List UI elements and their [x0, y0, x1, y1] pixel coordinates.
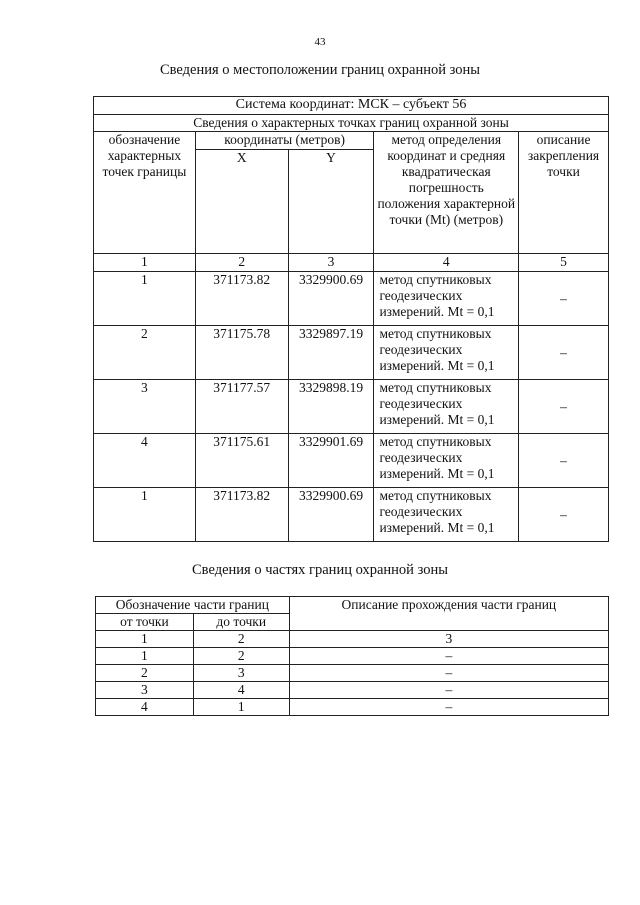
section-title-parts: Сведения о частях границ охранной зоны [192, 562, 448, 578]
y-cell: 3329898.19 [288, 380, 374, 434]
description-cell: – [519, 380, 609, 434]
x-cell: 371173.82 [195, 488, 288, 542]
description-cell: – [519, 326, 609, 380]
table-row [96, 699, 609, 716]
method-cell: метод спутниковых геодезических измерений. Mt = 0,1 [374, 272, 519, 326]
column-number: 3 [288, 254, 374, 272]
method-cell: метод спутниковых геодезических измерений. Mt = 0,1 [374, 380, 519, 434]
column-number: 5 [519, 254, 609, 272]
header-y: Y [288, 150, 374, 254]
point-cell: 3 [94, 380, 196, 434]
column-number: 2 [193, 631, 289, 648]
x-cell: 371177.57 [195, 380, 288, 434]
table-row [94, 272, 609, 326]
points-info-cell: Сведения о характерных точках границ охранной зоны [94, 115, 609, 132]
to-cell: 2 [193, 648, 289, 665]
to-cell: 1 [193, 699, 289, 716]
coordinates-table [93, 96, 609, 542]
point-cell: 4 [94, 434, 196, 488]
part-description-cell: – [289, 648, 608, 665]
header-method: метод определения координат и средняя квадратическая погрешность положения характерной точки (Mt) (метров) [374, 132, 519, 254]
column-number: 1 [94, 254, 196, 272]
from-cell: 2 [96, 665, 194, 682]
x-cell: 371175.61 [195, 434, 288, 488]
description-cell: – [519, 434, 609, 488]
point-cell: 1 [94, 488, 196, 542]
header-part-description: Описание прохождения части границ [289, 597, 608, 631]
method-cell: метод спутниковых геодезических измерений. Mt = 0,1 [374, 488, 519, 542]
method-cell: метод спутниковых геодезических измерений. Mt = 0,1 [374, 434, 519, 488]
column-number: 3 [289, 631, 608, 648]
table-row [94, 380, 609, 434]
from-cell: 1 [96, 648, 194, 665]
method-cell: метод спутниковых геодезических измерений. Mt = 0,1 [374, 326, 519, 380]
x-cell: 371173.82 [195, 272, 288, 326]
header-coords: координаты (метров) [195, 132, 374, 150]
column-number: 1 [96, 631, 194, 648]
column-number: 2 [195, 254, 288, 272]
to-cell: 3 [193, 665, 289, 682]
column-number: 4 [374, 254, 519, 272]
part-description-cell: – [289, 665, 608, 682]
to-cell: 4 [193, 682, 289, 699]
y-cell: 3329900.69 [288, 272, 374, 326]
header-x: X [195, 150, 288, 254]
table-row [96, 648, 609, 665]
x-cell: 371175.78 [195, 326, 288, 380]
header-from: от точки [96, 614, 194, 631]
table-row [94, 488, 609, 542]
from-cell: 3 [96, 682, 194, 699]
from-cell: 4 [96, 699, 194, 716]
coordinate-system-cell: Система координат: МСК – субъект 56 [94, 97, 609, 115]
description-cell: – [519, 488, 609, 542]
table-row [96, 682, 609, 699]
point-cell: 1 [94, 272, 196, 326]
point-cell: 2 [94, 326, 196, 380]
table-row [94, 434, 609, 488]
description-cell: – [519, 272, 609, 326]
table-row [94, 326, 609, 380]
y-cell: 3329897.19 [288, 326, 374, 380]
y-cell: 3329901.69 [288, 434, 374, 488]
header-designation: обозначение характерных точек границы [94, 132, 196, 254]
page-number: 43 [314, 36, 326, 48]
part-description-cell: – [289, 682, 608, 699]
header-description: описание закрепления точки [519, 132, 609, 254]
y-cell: 3329900.69 [288, 488, 374, 542]
part-description-cell: – [289, 699, 608, 716]
section-title-boundaries: Сведения о местоположении границ охранной зоны [159, 62, 480, 78]
header-part-designation: Обозначение части границ [96, 597, 290, 614]
table-row [96, 665, 609, 682]
boundary-parts-table [95, 596, 609, 716]
header-to: до точки [193, 614, 289, 631]
